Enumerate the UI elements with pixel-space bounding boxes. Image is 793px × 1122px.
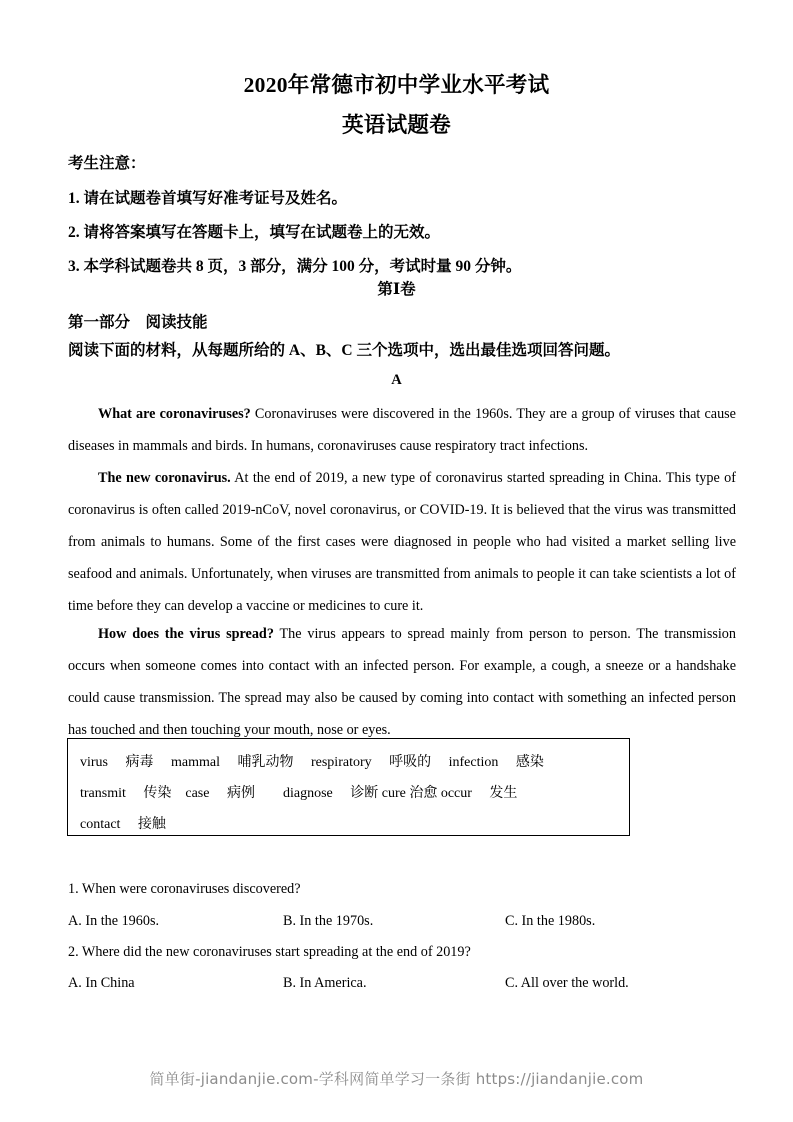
question-2-option-b[interactable]: B. In America. — [283, 975, 367, 991]
question-1-option-c[interactable]: C. In the 1980s. — [505, 913, 596, 929]
passage-body-2: At the end of 2019, a new type of coronavirus started spreading in China. This type of coronavirus is often called 2019-nCoV, novel coronavirus, or COVID-19. It is believed that the virus was transmitted from animals to humans. Some of the first cases were diagnosed in people who had visited a market selling live seafood and animals. Unfortunately, when viruses are transmitted from animals to people it can take scientists a lot of time before they can develop a vaccine or medicines to cure it. — [68, 470, 736, 614]
page-subtitle: 英语试题卷 — [341, 113, 451, 137]
passage-body-1: Coronaviruses were discovered in the 1960s. They are a group of viruses that cause diseases in mammals and birds. In humans, coronaviruses cause respiratory tract infections. — [68, 406, 736, 454]
question-1-options — [0, 913, 793, 933]
question-2-stem: 2. Where did the new coronaviruses start spreading at the end of 2019? — [68, 944, 471, 960]
notice-item-3: 3. 本学科试题卷共 8 页，3 部分，满分 100 分，考试时量 90 分钟。 — [68, 258, 522, 275]
notice-item-1: 1. 请在试题卷首填写好准考证号及姓名。 — [68, 190, 348, 207]
question-1-stem: 1. When were coronaviruses discovered? — [68, 881, 301, 897]
vocabulary-line-3: contact 接触 — [80, 817, 166, 832]
vocabulary-box — [67, 738, 630, 836]
footer-watermark: 简单街-jiandanjie.com-学科网简单学习一条街 https://jiandanjie.com — [149, 1070, 644, 1088]
question-2-option-c[interactable]: C. All over the world. — [505, 975, 629, 991]
passage-body-3: The virus appears to spread mainly from person to person. The transmission occurs when someone comes into contact with an infected person. For example, a cough, a sneeze or a handshake could cause transmission. The spread may also be caused by coming into contact with something an infected person has touched and then touching your mouth, nose or eyes. — [68, 626, 736, 738]
notice-item-2: 2. 请将答案填写在答题卡上，填写在试题卷上的无效。 — [68, 224, 441, 241]
passage-lead-3: How does the virus spread? — [98, 626, 274, 642]
question-1-option-b[interactable]: B. In the 1970s. — [283, 913, 374, 929]
passage-letter: A — [391, 372, 402, 388]
question-2-option-a[interactable]: A. In China — [68, 975, 135, 991]
passage-paragraph-2 — [68, 462, 736, 622]
vocabulary-line-1: virus 病毒 mammal 哺乳动物 respiratory 呼吸的 infection 感染 — [80, 755, 544, 770]
volume-label: 第Ⅰ卷 — [377, 281, 416, 298]
question-1-option-a[interactable]: A. In the 1960s. — [68, 913, 160, 929]
passage-lead-1: What are coronaviruses? — [98, 406, 251, 422]
question-2-options — [0, 975, 793, 995]
part-label: 第一部分 阅读技能 — [68, 314, 208, 331]
vocabulary-line-2: transmit 传染 case 病例 diagnose 诊断 cure 治愈 occur 发生 — [80, 786, 518, 801]
page-title: 2020年常德市初中学业水平考试 — [243, 73, 550, 97]
passage-lead-2: The new coronavirus. — [98, 470, 231, 486]
part-directions: 阅读下面的材料，从每题所给的 A、B、C 三个选项中，选出最佳选项回答问题。 — [68, 342, 620, 359]
notice-heading: 考生注意： — [68, 155, 146, 172]
passage-paragraph-1 — [68, 398, 736, 462]
passage-paragraph-3 — [68, 618, 736, 746]
